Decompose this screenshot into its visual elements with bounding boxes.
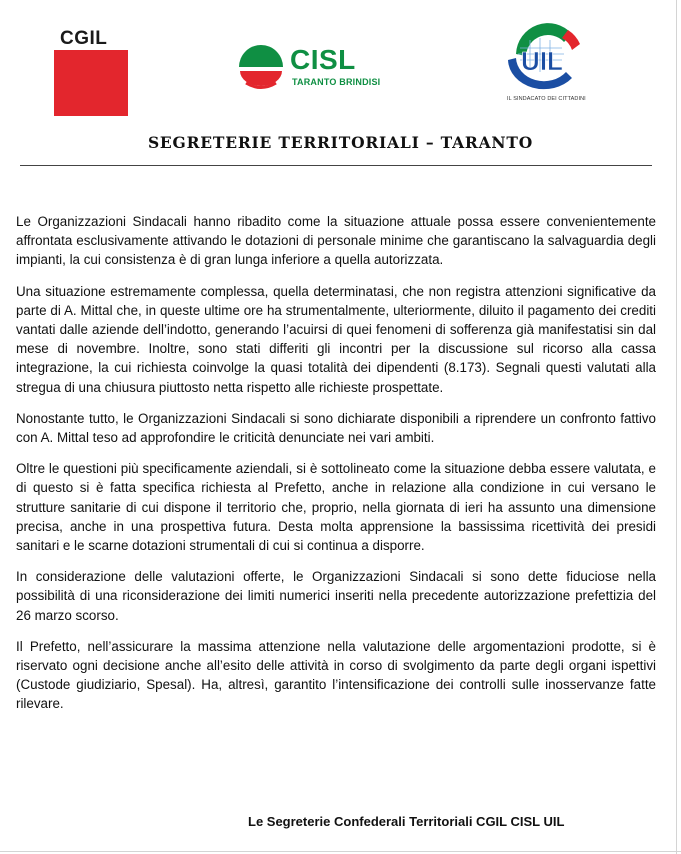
cgil-logo [54,28,128,116]
paragraph: Una situazione estremamente complessa, quella determinatasi, che non registra attenzioni significative da parte di A. Mittal che, in queste ultime ore ha strumentalmente, ulteriormente, diluito il pagamento dei crediti vantati dalle aziende dell’indotto, generando l’acuirsi di quei fenomeni di sofferenza già manifestatisi sin dal mese di novembre. Inoltre, sono stati differiti gli incontri per la discussione sul ricorso alla cassa integrazione, la cui richiesta coinvolge la quasi totalità dei dipendenti (8.173). Segnali questi valutati alla stregua di una chiusura piuttosto netta rispetto alle richieste prospettate. [16,283,656,395]
paragraph: In considerazione delle valutazioni offerte, le Organizzazioni Sindacali si sono dette fiduciose nella possibilità di una riconsiderazione dei limiti numerici inseriti nella precedente autorizzazione prefettizia del 26 marzo scorso. [16,569,656,623]
page-title: SEGRETERIE TERRITORIALI – TARANTO [147,133,534,152]
cisl-emblem-icon [236,40,286,92]
uil-logo-subtext: IL SINDACATO DEI CITTADINI [507,96,586,102]
page-edge-right [676,0,677,854]
paragraph: Le Organizzazioni Sindacali hanno ribadito come la situazione attuale possa essere convenientemente affrontata esclusivamente attivando le dotazioni di personale minime che garantiscano la salvaguardia degli impianti, la cui consistenza è di gran lunga inferiore a quella autorizzata. [16,214,656,268]
body-text [16,212,656,726]
uil-logo-text: UIL [521,46,563,76]
title-divider [20,165,652,166]
page-edge-bottom [0,851,681,852]
cgil-logo-text: CGIL [60,28,108,49]
cisl-logo-text: CISL [290,44,356,75]
cisl-logo [236,40,386,96]
signature: Le Segreterie Confederali Territoriali CGIL CISL UIL [248,814,565,829]
paragraph: Oltre le questioni più specificamente aziendali, si è sottolineato come la situazione debba essere valutata, e di questo si è fatta specifica richiesta al Prefetto, anche in relazione alla condizione in cui versano le strutture sanitarie di cui dispone il territorio che, proprio, nella giornata di ieri ha assunto una dimensione precisa, anche in una prospettiva futura. Desta molta apprensione la bassissima ricettività dei presidi sanitari e le scarne dotazioni strumentali di cui si continua a disporre. [16,461,656,554]
cgil-logo-square [54,50,128,116]
uil-emblem-icon [502,20,588,90]
uil-logo [497,20,607,106]
paragraph: Il Prefetto, nell’assicurare la massima attenzione nella valutazione delle argomentazioni prodotte, si è riservato ogni decisione anche all’esito delle attività in corso di svolgimento da parte degli organi ispettivi (Custode giudiziario, Spesal). Ha, altresì, garantito l’intensificazione dei controlli sulle inosservanze fatte rilevare. [16,638,656,712]
paragraph: Nonostante tutto, le Organizzazioni Sindacali si sono dichiarate disponibili a riprendere un confronto fattivo con A. Mittal teso ad approfondire le criticità denunciate nei vari ambiti. [16,410,656,446]
cisl-logo-subtext: TARANTO BRINDISI [292,77,381,87]
